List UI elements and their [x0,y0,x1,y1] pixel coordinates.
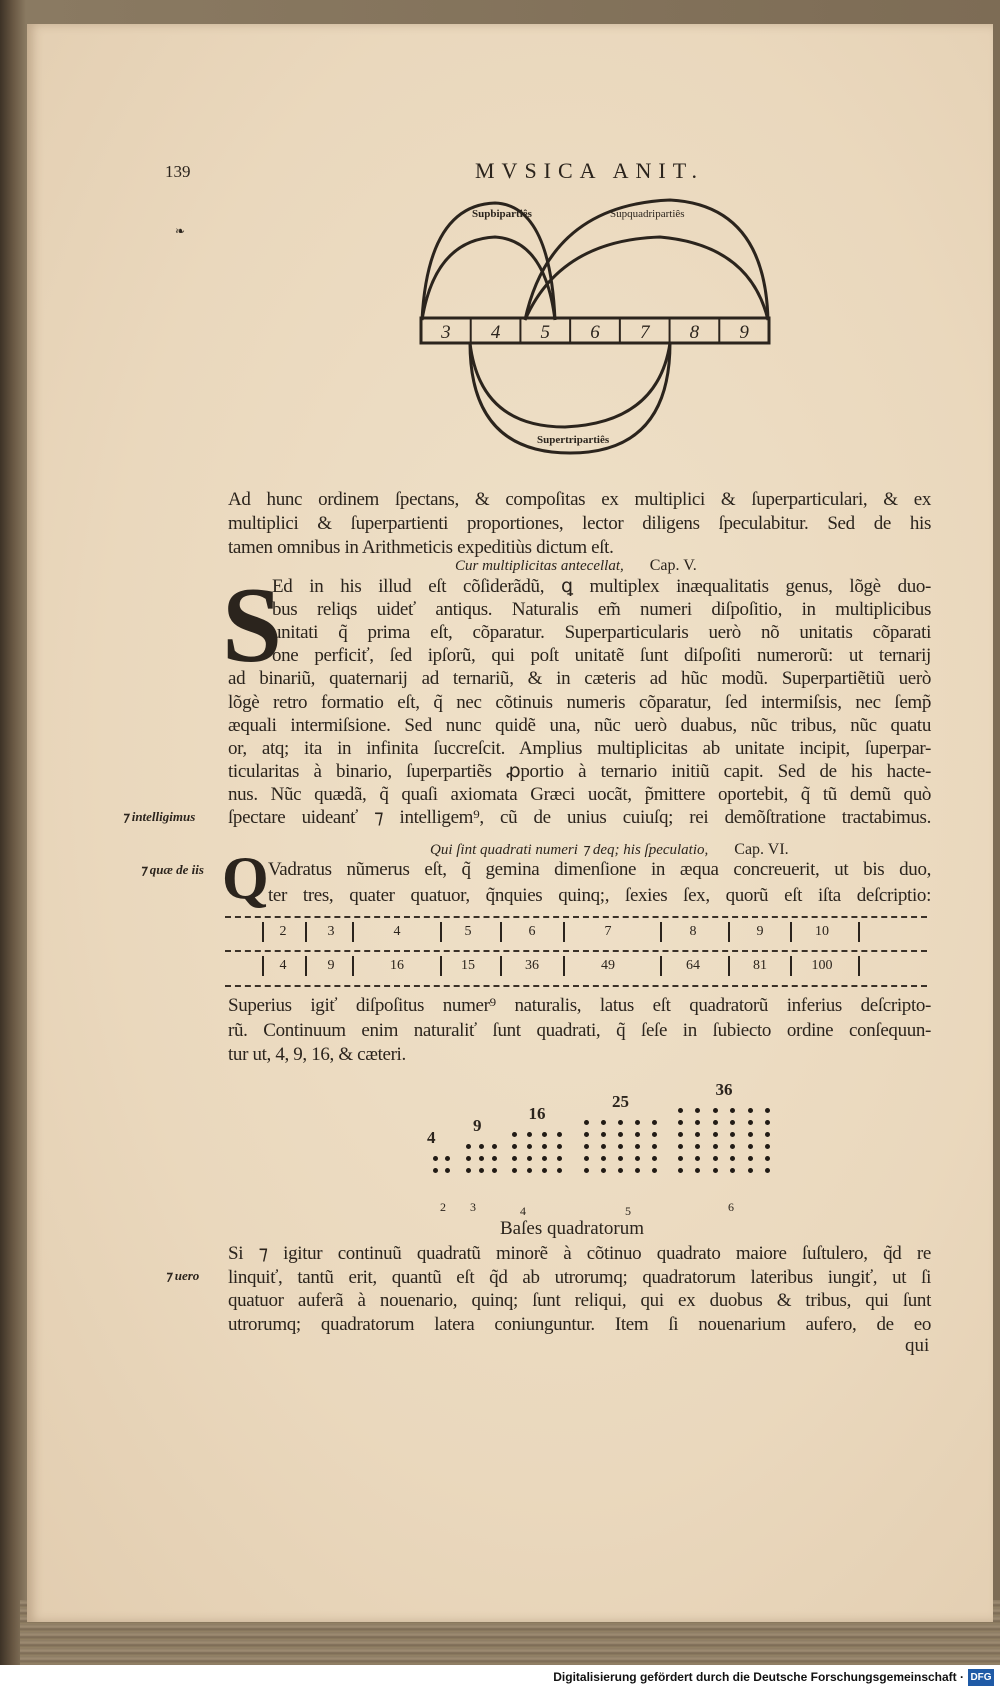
square-dot [466,1156,471,1161]
square-dot [618,1120,623,1125]
funding-notice: Digitalisierung gefördert durch die Deutsche Forschungsgemeinschaft · [553,1670,964,1684]
square-dot [765,1156,770,1161]
arc-label-left: Supbipartiês [472,208,532,220]
text-line: unitati q̃ prima eſt, cõparatur. Superparticularis uerò nõ unitatis cõparati [272,622,931,644]
square-cell: 9 [327,958,335,973]
square-dot [618,1168,623,1173]
text-line: ad binariũ, quaternarij ad ternariũ, & in cæteris ad hũc modũ. Superpartiẽtiũ uerò [228,668,931,690]
chapter-5-heading [455,557,697,575]
side-cell: 10 [815,924,829,939]
square-dot [765,1144,770,1149]
square-dot [678,1168,683,1173]
base-label: 5 [625,1204,631,1218]
square-dot [527,1132,532,1137]
base-label: 6 [728,1200,734,1214]
square-dot [492,1156,497,1161]
square-dot [512,1156,517,1161]
square-dot [635,1168,640,1173]
table-divider [728,922,730,942]
square-dot [652,1120,657,1125]
page-number: 139 [165,162,191,181]
square-dot [713,1168,718,1173]
square-dot [492,1144,497,1149]
base-label: 4 [520,1204,526,1218]
text-line: Si ⁊ igitur continuũ quadratũ minorẽ à cõtinuo quadrato maiore ſuſtulero, q̃d re [228,1243,931,1264]
diagram-number: 3 [441,322,451,343]
inner-arc-bottom [470,343,670,427]
text-line: tur ut, 4, 9, 16, & cæteri. [228,1044,406,1065]
square-dot [527,1168,532,1173]
drop-cap: S [222,566,283,685]
square-dot [635,1120,640,1125]
arc-label-bottom: Supertripartiês [537,434,610,446]
catchword: qui [905,1335,930,1356]
chapter-title: Cur multiplicitas antecellat, [455,558,624,574]
figure-caption: Baſes quadratorum [500,1218,645,1239]
table-rule [225,985,927,987]
arc-label-right: Supquadripartiês [610,208,685,220]
square-dot [652,1132,657,1137]
text-line: linquiť, tantũ erit, quantũ eſt q̃d ab utrorumq; quadratorum lateribus iungiť, ut ſi [228,1267,931,1288]
table-divider [352,922,354,942]
table-divider [563,922,565,942]
square-dot [635,1156,640,1161]
diagram-number: 5 [540,322,551,343]
square-dot [748,1120,753,1125]
square-dot [492,1168,497,1173]
text-line: æquali intermiſsione. Sed nunc quidẽ una, nũc uerò duabus, nũc tribus, nũc quatu [228,714,931,736]
square-dot [542,1132,547,1137]
text-line: or, atq; ita in infinita ſuccreſcit. Amplius multiplicitas ab unitate incipit, ſuperpar- [228,737,931,759]
square-dot [557,1132,562,1137]
square-dot [479,1144,484,1149]
square-dot [713,1156,718,1161]
square-dot [652,1168,657,1173]
square-dot [678,1108,683,1113]
square-cell: 16 [390,958,404,973]
square-dot [601,1168,606,1173]
square-cell: 15 [461,958,475,973]
square-dot [765,1108,770,1113]
square-dot [601,1132,606,1137]
square-dot [635,1144,640,1149]
text-line: multiplici & ſuperpartienti proportiones, lector diligens ſpeculabitur. Sed de his [228,513,931,534]
square-dot [765,1132,770,1137]
chapter-number: Cap. VI. [734,841,789,858]
text-line: Vadratus nũmerus eſt, q̃ gemina dimenſione in æqua concreuerit, ut bis duo, [268,859,931,880]
square-cell: 36 [525,958,539,973]
square-dot [479,1156,484,1161]
square-dot [445,1156,450,1161]
text-line: ter tres, quater quatuor, q̃nquies quinq;, ſexies ſex, quorũ eſt iſta deſcriptio: [268,885,931,906]
square-dot [713,1132,718,1137]
side-cell: 2 [279,924,287,939]
square-dot [748,1156,753,1161]
table-divider [858,922,860,942]
square-cell: 4 [279,958,287,973]
square-label: 25 [612,1092,629,1111]
margin-mark: ❧ [175,224,186,238]
square-dot [601,1156,606,1161]
inner-arc-left [422,237,555,320]
text-line: lõgè retro formatio eſt, q̃ nec cõtinuis numeris cõparatur, ſed intermiſsis, nec ſemp̃ [228,691,931,713]
square-dot [678,1120,683,1125]
table-divider [352,956,354,976]
text-line: ticularitas à binario, ſuperpartiẽs ꝓportio à ternario initiũ capit. Sed de his hacte- [228,760,931,782]
side-cell: 4 [393,924,401,939]
table-rule [225,950,927,952]
square-dot [584,1156,589,1161]
base-label: 2 [440,1200,446,1214]
square-dot [542,1156,547,1161]
diagram-number: 4 [490,322,501,343]
table-divider [728,956,730,976]
square-dot [584,1168,589,1173]
square-dot [433,1168,438,1173]
square-dot [542,1168,547,1173]
table-rule [225,916,927,918]
diagram-number: 6 [590,322,600,343]
text-line: Ad hunc ordinem ſpectans, & compoſitas ex multiplici & ſuperparticulari, & ex [228,489,931,510]
side-cell: 7 [604,924,612,939]
square-dot [466,1168,471,1173]
square-label: 4 [427,1128,436,1147]
square-dot [678,1144,683,1149]
chapter-number: Cap. V. [649,557,697,574]
table-divider [500,956,502,976]
table-divider [660,956,662,976]
square-dot [765,1168,770,1173]
text-line: tamen omnibus in Arithmeticis expeditiùs dictum eſt. [228,537,614,558]
square-dot [713,1120,718,1125]
square-cell: 64 [686,958,700,973]
side-cell: 8 [689,924,697,939]
table-divider [440,922,442,942]
square-dot [445,1168,450,1173]
text-line: rũ. Continuum enim naturaliť ſunt quadrati, q̃ ſeſe in ſubiecto ordine conſequun- [228,1020,931,1041]
text-line: Superius igiť diſpoſitus numer⁹ naturalis, latus eſt quadratorũ inferius deſcripto- [228,995,931,1016]
running-title: MVSICA ANIT. [475,158,705,183]
square-cell: 49 [601,958,615,973]
diagram-number: 8 [689,322,700,343]
square-dot [652,1144,657,1149]
square-dot [584,1144,589,1149]
table-divider [858,956,860,976]
chapter-6-heading [430,840,789,859]
text-line: utrorumq; quadratorum latera coniunguntur. Item ſi nouenarium aufero, de eo [228,1314,931,1335]
table-divider [305,956,307,976]
square-dot [601,1144,606,1149]
square-dot [601,1120,606,1125]
text-line: ſpectare uideanť ⁊ intelligem⁹, cũ de unius cuiuſq; rei demõſtratione tractabimus. [228,807,931,828]
margin-note: ⁊ uero [165,1268,200,1283]
square-dot [748,1108,753,1113]
footer-bar [0,1665,1000,1693]
margin-note: ⁊ quæ de iis [140,862,204,877]
table-divider [790,922,792,942]
table-divider [563,956,565,976]
inner-arc-right [525,237,768,320]
base-label: 3 [470,1200,476,1214]
square-label: 16 [528,1104,546,1123]
diagram-number: 9 [739,322,749,343]
square-dot [652,1156,657,1161]
margin-note: ⁊ intelligimus [122,809,196,824]
text-line: bus reliqs uideť antiqus. Naturalis em̃ numeri diſpoſitio, in multiplicibus [272,599,931,621]
proportion-diagram [400,195,790,465]
square-dot [713,1108,718,1113]
square-dot [713,1144,718,1149]
square-dot [466,1144,471,1149]
square-dot [678,1132,683,1137]
table-divider [790,956,792,976]
table-divider [305,922,307,942]
side-cell: 6 [528,924,536,939]
square-dot [618,1144,623,1149]
square-dot [678,1156,683,1161]
text-line: nus. Nũc quædã, q̃ quaſi axiomata Græci uocãt, p̃mittere oportebit, q̃ tũ demũ quò [228,783,931,805]
square-dot [557,1168,562,1173]
square-dot [765,1120,770,1125]
table-divider [500,922,502,942]
side-cell: 3 [327,924,335,939]
square-label: 36 [715,1080,733,1099]
square-dot [618,1132,623,1137]
text-line: Ed in his illud eſt cõſiderãdũ, ꝗ multiplex inæqualitatis genus, lõgè duo- [272,576,931,597]
square-cell: 100 [811,958,833,973]
chapter-title: Qui ſint quadrati numeri ⁊ deq; his ſpeculatio, [430,842,709,858]
square-dot [512,1132,517,1137]
square-dot [512,1144,517,1149]
square-dot [584,1120,589,1125]
square-dot [527,1156,532,1161]
text-line: one perficiť, ſed ipſorũ, qui poſt unitatẽ ſunt diſpoſiti numerorũ: ut ternarij [272,645,931,667]
square-dot [527,1144,532,1149]
square-dot [584,1132,589,1137]
square-dot [618,1156,623,1161]
square-dot [557,1156,562,1161]
square-dot [557,1144,562,1149]
diagram-number: 7 [639,322,650,343]
side-cell: 9 [756,924,764,939]
drop-cap: Q [222,845,269,911]
square-dot [748,1168,753,1173]
square-dot [479,1168,484,1173]
square-dot [433,1156,438,1161]
square-dot [512,1168,517,1173]
square-label: 9 [473,1116,482,1135]
square-cell: 81 [753,958,767,973]
square-dot [748,1144,753,1149]
text-line: quatuor auferã à nouenario, quinq; ſunt reliqui, qui ex duobus & tribus, qui ſunt [228,1290,931,1311]
square-dot [748,1132,753,1137]
table-divider [440,956,442,976]
dfg-logo: DFG [968,1669,994,1686]
side-cell: 5 [464,924,472,939]
table-divider [660,922,662,942]
square-dot [635,1132,640,1137]
square-dot [542,1144,547,1149]
